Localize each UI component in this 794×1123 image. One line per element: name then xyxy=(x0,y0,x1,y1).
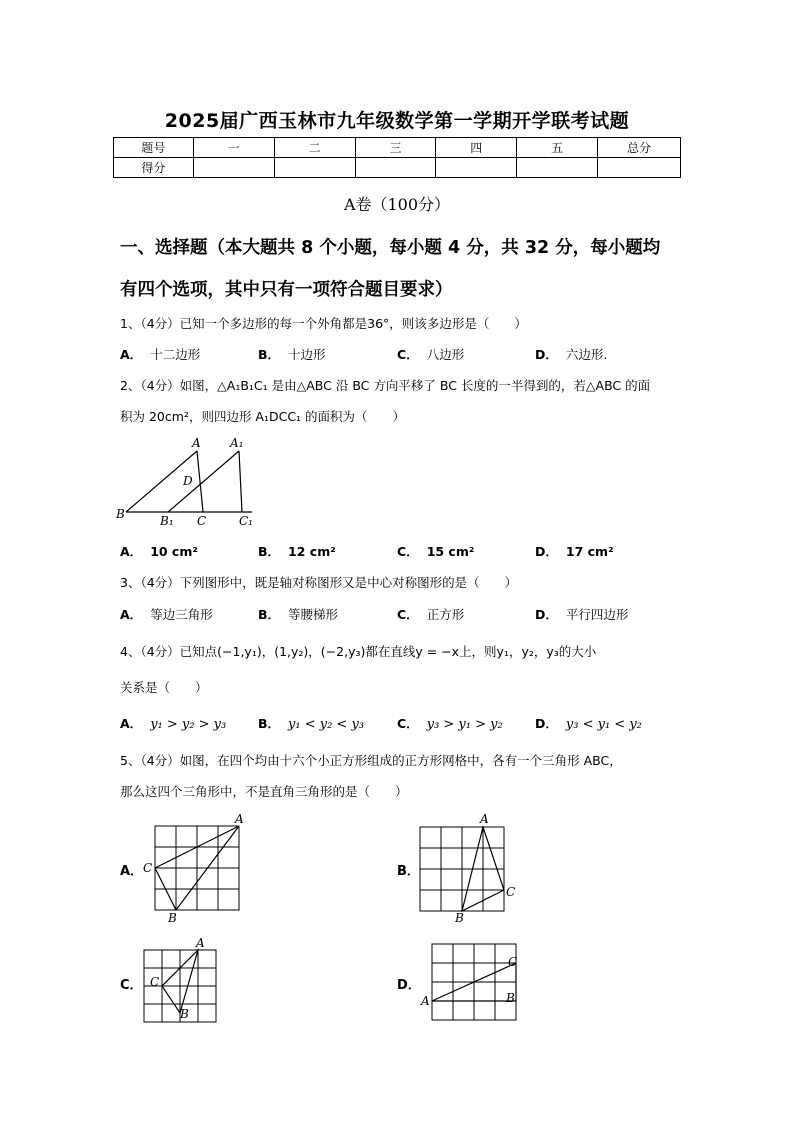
grid-lines xyxy=(155,826,239,910)
option-text: 12 cm² xyxy=(288,544,336,559)
option-text: y₃ > y₁ > y₂ xyxy=(426,717,503,732)
line-a1c1 xyxy=(239,451,242,512)
option-text: y₁ < y₂ < y₃ xyxy=(288,717,365,732)
q5-option-b-label[interactable]: B． xyxy=(397,864,420,879)
option-text: 六边形. xyxy=(565,347,608,362)
score-table-header-row xyxy=(114,138,681,158)
score-entry-cell[interactable] xyxy=(274,158,355,178)
option-text: 15 cm² xyxy=(426,544,475,559)
option-text: 等边三角形 xyxy=(150,607,213,622)
score-table-cell: 题号 xyxy=(114,138,194,158)
vertex-b: B xyxy=(180,1007,189,1021)
option-letter: D． xyxy=(535,607,558,622)
q4-option-d[interactable] xyxy=(535,714,642,732)
vertex-a: A xyxy=(196,936,205,950)
score-table-score-row xyxy=(114,158,681,178)
vertex-c: C xyxy=(143,861,153,875)
line-b1a1 xyxy=(168,451,239,512)
q2-option-a[interactable] xyxy=(120,542,198,560)
option-letter: D． xyxy=(535,716,558,731)
label-c1: C₁ xyxy=(239,514,253,528)
q3-option-a[interactable] xyxy=(120,605,213,623)
question-5-stem-line1: 5、（4分）如图，在四个均由十六个小正方形组成的正方形网格中，各有一个三角形 ABC， xyxy=(120,753,622,768)
vertex-c: C xyxy=(506,885,516,899)
score-entry-cell[interactable] xyxy=(598,158,681,178)
label-a1: A₁ xyxy=(230,436,244,450)
q5-grid-c[interactable] xyxy=(140,934,240,1030)
section-a-subtitle: A卷（100分） xyxy=(343,195,451,214)
option-letter: B． xyxy=(258,544,281,559)
score-table-cell: 一 xyxy=(193,138,274,158)
grid-lines xyxy=(420,827,504,911)
option-letter: C． xyxy=(397,716,419,731)
q4-option-c[interactable] xyxy=(397,714,503,732)
q2-option-b[interactable] xyxy=(258,542,336,560)
q5-grid-d[interactable] xyxy=(417,940,525,1024)
score-table-cell: 二 xyxy=(274,138,355,158)
section-heading-line2: 有四个选项，其中只有一项符合题目要求） xyxy=(120,280,453,300)
option-text: 八边形 xyxy=(426,347,465,362)
score-table-cell: 五 xyxy=(517,138,598,158)
score-table xyxy=(113,137,681,178)
question-4-stem-line2: 关系是（ ） xyxy=(120,680,208,695)
q3-option-d[interactable] xyxy=(535,605,628,623)
q4-option-b[interactable] xyxy=(258,714,364,732)
option-text: 等腰梯形 xyxy=(288,607,339,622)
q1-option-d[interactable] xyxy=(535,345,607,363)
option-letter: A． xyxy=(120,607,143,622)
q2-option-c[interactable] xyxy=(397,542,474,560)
vertex-b: B xyxy=(168,911,177,924)
section-heading-line1: 一、选择题（本大题共 8 个小题，每小题 4 分，共 32 分，每小题均 xyxy=(120,238,661,258)
option-letter: B． xyxy=(258,716,281,731)
question-1-stem: 1、（4分）已知一个多边形的每一个外角都是36°，则该多边形是（ ） xyxy=(120,316,527,331)
q2-translation-figure xyxy=(112,432,262,532)
label-b1: B₁ xyxy=(160,514,174,528)
label-c: C xyxy=(197,514,207,528)
question-5-stem-line2: 那么这四个三角形中，不是直角三角形的是（ ） xyxy=(120,784,408,799)
score-entry-cell[interactable] xyxy=(436,158,517,178)
label-d: D xyxy=(183,474,193,488)
score-table-cell: 四 xyxy=(436,138,517,158)
question-2-stem-line2: 积为 20cm²，则四边形 A₁DCC₁ 的面积为（ ） xyxy=(120,409,406,424)
q5-grid-b[interactable] xyxy=(410,812,522,924)
score-entry-cell[interactable] xyxy=(355,158,436,178)
line-ac xyxy=(197,451,203,512)
score-entry-cell[interactable] xyxy=(193,158,274,178)
q1-option-a[interactable] xyxy=(120,345,200,363)
vertex-c: C xyxy=(150,975,160,989)
vertex-a: A xyxy=(235,812,244,826)
q3-option-b[interactable] xyxy=(258,605,338,623)
option-text: 十边形 xyxy=(288,347,326,362)
option-letter: D． xyxy=(535,544,558,559)
option-text: 10 cm² xyxy=(150,544,198,559)
q1-option-b[interactable] xyxy=(258,345,326,363)
option-letter: C． xyxy=(397,347,419,362)
q5-option-d-label[interactable]: D． xyxy=(397,978,421,993)
vertex-c: C xyxy=(508,955,518,969)
option-text: 平行四边形 xyxy=(565,607,629,622)
option-text: y₁ > y₂ > y₃ xyxy=(150,717,227,732)
option-text: 17 cm² xyxy=(565,544,614,559)
label-b: B xyxy=(116,507,125,521)
q3-option-c[interactable] xyxy=(397,605,464,623)
option-letter: B． xyxy=(258,347,281,362)
question-2-stem-line1: 2、（4分）如图，△A₁B₁C₁ 是由△ABC 沿 BC 方向平移了 BC 长度的一半得到的，若△ABC 的面 xyxy=(120,378,651,393)
label-a: A xyxy=(192,436,201,450)
option-letter: A． xyxy=(120,544,143,559)
q1-option-c[interactable] xyxy=(397,345,464,363)
option-text: 正方形 xyxy=(426,607,465,622)
option-letter: D． xyxy=(535,347,558,362)
q5-option-a-label[interactable]: A． xyxy=(120,864,144,879)
vertex-b: B xyxy=(455,911,464,924)
q5-option-c-label[interactable]: C． xyxy=(120,978,143,993)
score-entry-cell[interactable] xyxy=(517,158,598,178)
vertex-a: A xyxy=(421,994,430,1008)
option-letter: A． xyxy=(120,716,143,731)
question-4-stem-line1: 4、（4分）已知点(−1,y₁)，(1,y₂)，(−2,y₃)都在直线y = −x上，则y₁，y₂，y₃的大小 xyxy=(120,644,597,659)
q5-grid-a[interactable] xyxy=(140,812,250,924)
option-text: 十二边形 xyxy=(150,347,201,362)
option-text: y₃ < y₁ < y₂ xyxy=(565,717,642,732)
option-letter: C． xyxy=(397,607,419,622)
score-table-cell: 总分 xyxy=(598,138,681,158)
q2-option-d[interactable] xyxy=(535,542,614,560)
score-table-cell: 三 xyxy=(355,138,436,158)
score-table-cell: 得分 xyxy=(114,158,194,178)
vertex-a: A xyxy=(480,812,489,826)
exam-title: 2025届广西玉林市九年级数学第一学期开学联考试题 xyxy=(164,110,630,132)
vertex-b: B xyxy=(506,991,515,1005)
option-letter: C． xyxy=(397,544,419,559)
option-letter: A． xyxy=(120,347,143,362)
question-3-stem: 3、（4分）下列图形中，既是轴对称图形又是中心对称图形的是（ ） xyxy=(120,575,518,590)
option-letter: B． xyxy=(258,607,281,622)
q4-option-a[interactable] xyxy=(120,714,226,732)
